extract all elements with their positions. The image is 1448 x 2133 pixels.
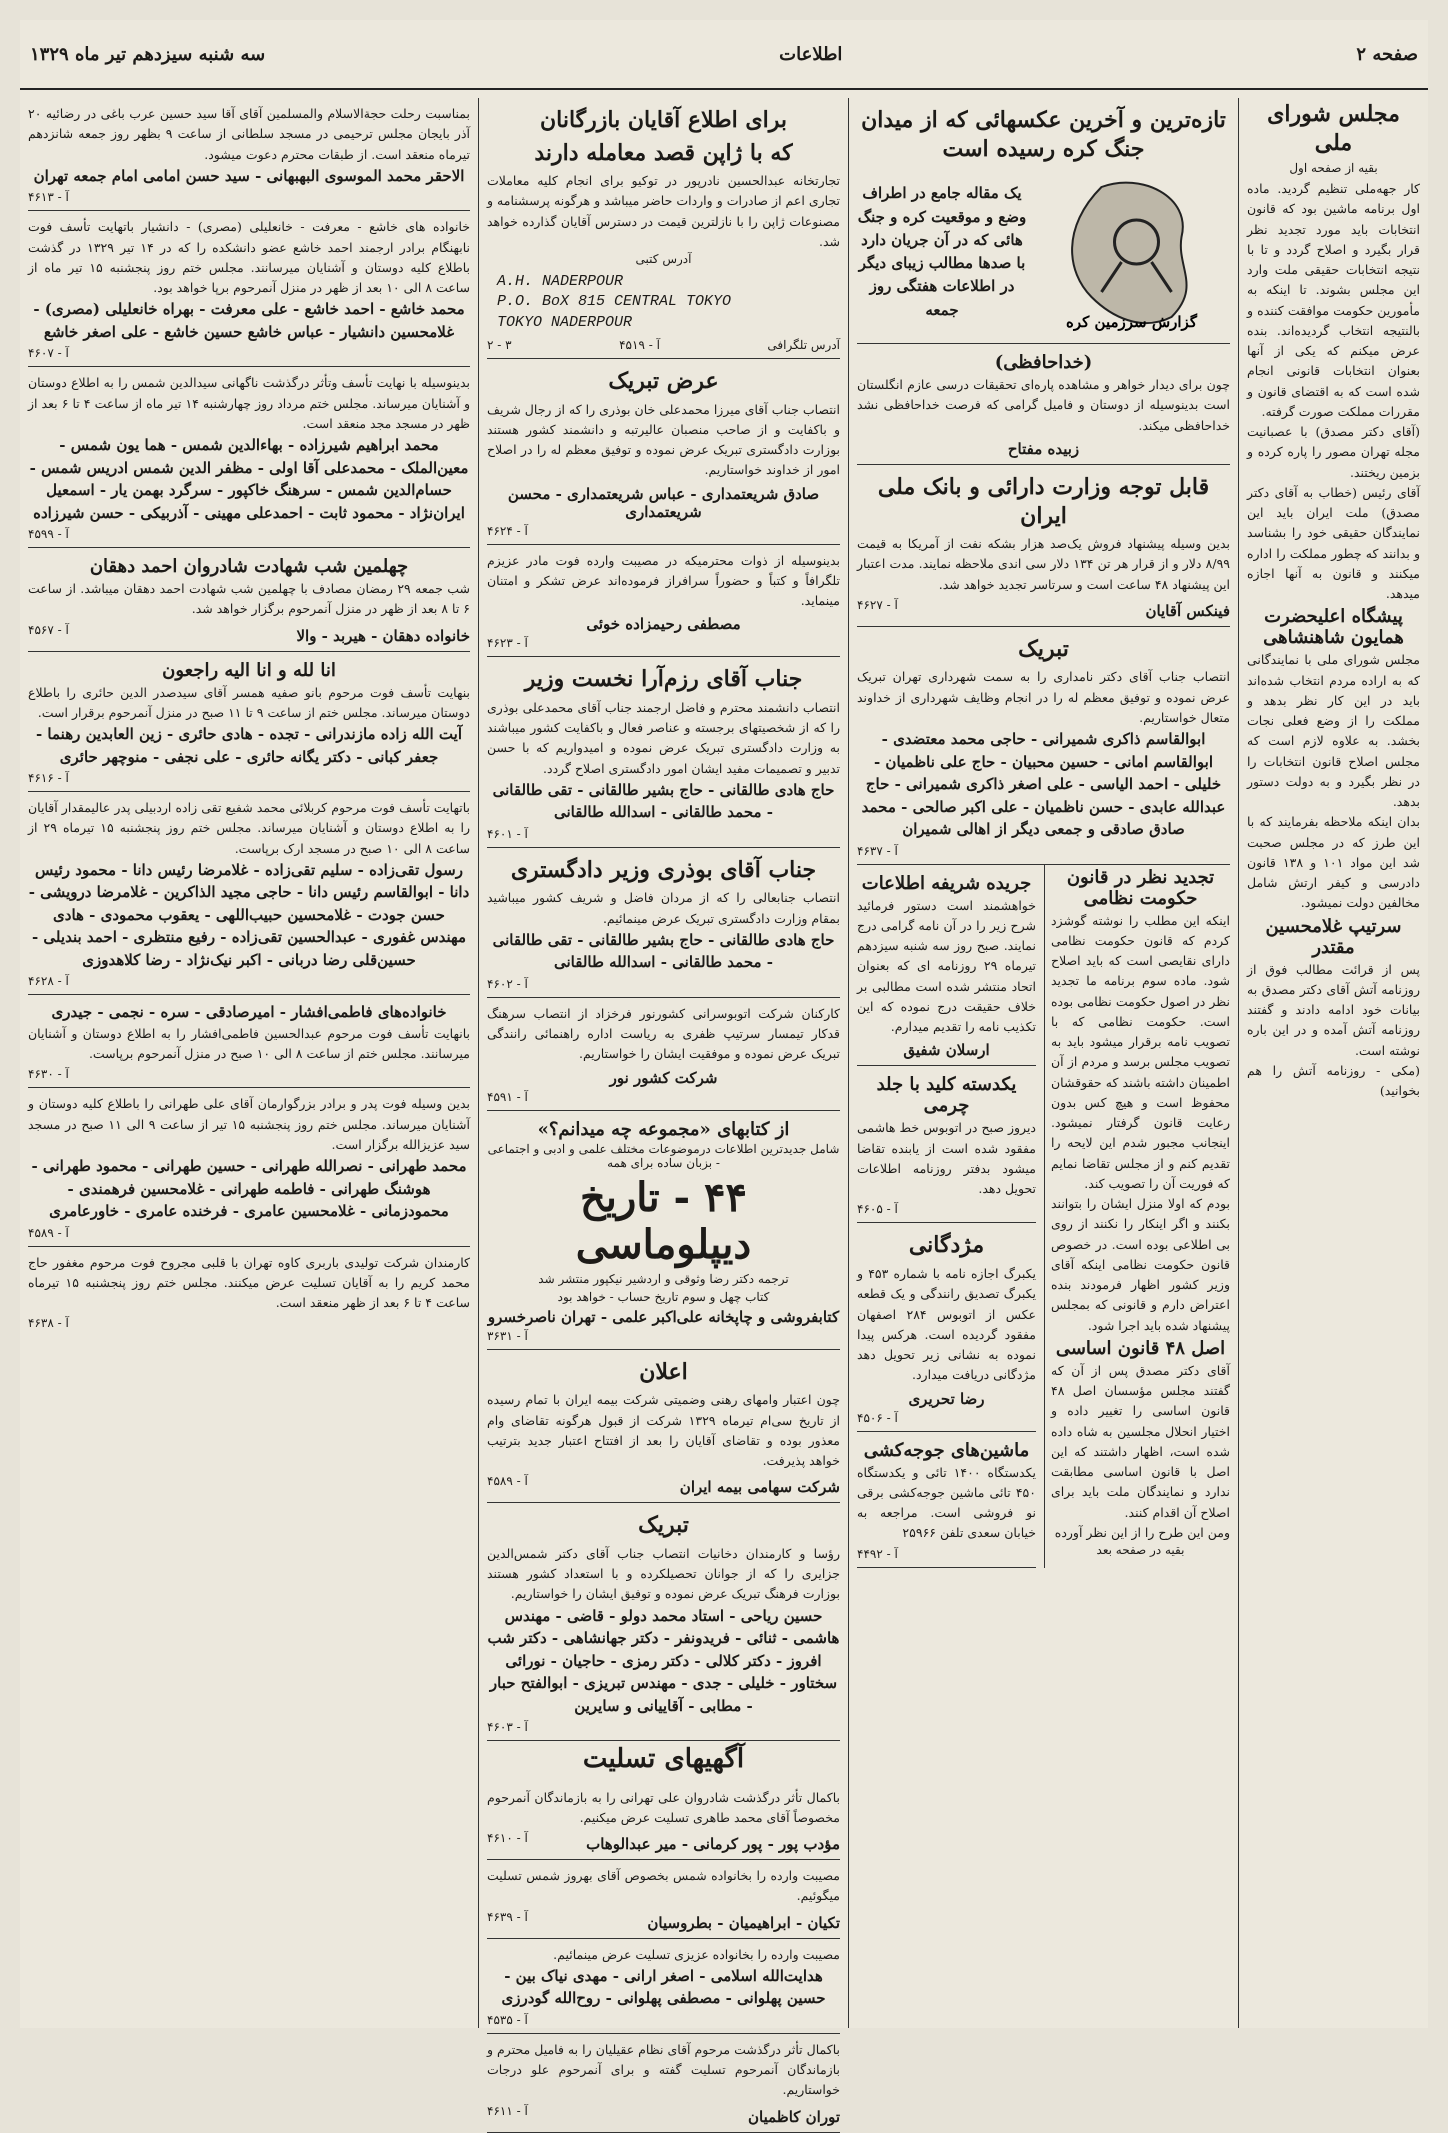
congrat-title: تبریک (1018, 635, 1069, 662)
bozari-code: آ - ۴۶۰۲ (487, 976, 528, 991)
incubator-text: یکدستگاه ۱۴۰۰ تائی و یکدستگاه ۴۵۰ تائی ماشین جوجه‌کشی برقی نو فروشی است. مراجعه به خیابان سعدی تلفن ۲۵۹۶۶ (857, 1464, 1036, 1541)
law48-tail: ومن این طرح را از این نظر آورده (1054, 1524, 1230, 1540)
book-ad (487, 1111, 840, 1350)
memorial-2-text: خانواده های خاشع - معرفت - خانعلیلی (مصری) - دانشیار باتهایت تأسف فوت نابهنگام برادر ارجمند احمد خاشع عضو دانشکده را که در ۱۴ تیر ۱۳۲۹ در گذشت باطلاع کلیه دوستان و آشنایان میرسانند. مجلس ختم روز پنجشنبه ۱۵ تیر ماه از ساعت ۸ الی ۱۰ بعد از ظهر در منزل آنمرحوم برپا خواهد بود. (28, 219, 470, 295)
memorial-1-code: آ - ۴۶۱۳ (28, 190, 69, 205)
condolence-4-text: باکمال تأثر درگذشت مرحوم آقای نظام عقیلیان را به فامیل محترم و بازماندگان آنمرحوم تسلیت گفته و برای آنمرحوم علو درجات خواستاریم. (487, 2041, 840, 2098)
korea-box: یک مقاله جامع در اطراف وضع و موقعیت کره و جنگ هائی که در آن جریان دارد با صدها مطالب زیبای دیگر در اطلاعات هفتگی روز جمعه (857, 184, 1027, 319)
columns (20, 98, 1428, 2126)
thanks-text: بدینوسیله از ذوات محترمیکه در مصیبت وارده فوت مادر عزیزم تلگرافاً و کتباً و حضوراً سرافراز فرموده‌اند عرض تشکر و امتنان مینماید. (487, 552, 840, 609)
reward-ad (857, 1223, 1036, 1431)
memorial-4-text: شب جمعه ۲۹ رمضان مصادف با چهلمین شب شهادت احمد دهقان میباشد. از ساعت ۶ تا ۸ بعد از ظهر در منزل آنمرحوم برگزار خواهد شد. (28, 581, 470, 617)
lost-keys-title: یکدسته کلید با جلد چرمی (876, 1074, 1017, 1117)
thanks-code: آ - ۴۶۲۳ (487, 636, 528, 651)
congrat-2-title: تبریک (638, 1512, 689, 1539)
memorial-1-text: بمناسبت رحلت حجةالاسلام والمسلمین آقای آقا سید حسین عرب باغی در رضائیه ۲۰ آذر بایجان مجلس ترحیمی در مسجد سلطانی از ساعت ۹ بظهر روز جمعه شانزدهم تیرماه منعقد است. از طبقات محترم دعوت میشود. (28, 106, 470, 162)
memorial-5 (28, 652, 470, 793)
farewell-signature: زبیده مفتاح (1007, 439, 1080, 458)
parliament-body-2: (آقای دکتر مصدق) با عصبانیت مجله تهران مصور را پاره کرده و بزمین ریختند. (1247, 424, 1420, 480)
memorial-3-code: آ - ۴۵۹۹ (28, 527, 69, 541)
memorial-7-code: آ - ۴۶۳۰ (28, 1067, 69, 1082)
korea-title: تازه‌ترین و آخرین عکسهائی که از میدان جنگ کره رسیده است (861, 107, 1226, 162)
parliament-sub: بقیه از صفحه اول (1289, 161, 1378, 176)
congrat-ad (857, 627, 1230, 865)
congrat-2-names: حسین ریاحی - استاد محمد دولو - قاضی - مهندس هاشمی - ثنائی - فریدونفر - دکتر جهانشاهی - دکتر شب افروز - دکتر کلالی - دکتر رمزی - حاجیان - نورائی سختاور - خلیلی - جدی - مهندس تبریزی - ابوالفتح حبار - مطابی - آقاییانی و سایرین (487, 1606, 840, 1715)
condolence-1 (487, 1782, 840, 1861)
memorial-5-code: آ - ۴۶۱۶ (28, 771, 69, 785)
column-four (20, 98, 478, 2028)
memorial-6-code: آ - ۴۶۲۸ (28, 974, 69, 989)
congrat-2-text: رؤسا و کارمندان دخانیات انتصاب جناب آقای دکتر شمس‌الدین جزایری را که از جوانان تحصیلکرده و با استعداد کشور هستند بوزارت فرهنگ تبریک عرض نموده و توفیق ایشان را خواستاریم. (487, 1545, 840, 1602)
memorial-2-code: آ - ۴۶۰۷ (28, 346, 69, 361)
law-article (1044, 865, 1230, 1568)
congrat-2-code: آ - ۴۶۰۳ (487, 1720, 528, 1735)
parliament-end: (مکی - روزنامه آتش را هم بخوانید) (1247, 1062, 1420, 1099)
law-title: تجدید نظر در قانون حکومت نظامی (1066, 866, 1215, 909)
arz-ad (487, 359, 840, 545)
japan-address-label: آدرس کتبی (635, 252, 692, 267)
bank-signature: فینکس آقایان (1145, 601, 1230, 620)
newspaper-letter (857, 865, 1036, 1067)
book-code: آ - ۳۶۳۱ (487, 1328, 528, 1343)
memorial-9 (28, 1247, 470, 1337)
korea-map-illustration (1033, 167, 1230, 337)
memorial-8-text: بدین وسیله فوت پدر و برادر بزرگوارمان آقای علی طهرانی را باطلاع کلیه دوستان و آشنایان میرساند. مجلس ختم روز پنجشنبه ۱۵ تیر از ساعت ۹ الی ۱۱ صبح در مسجد سید عزیزالله برگزار است. (28, 1096, 470, 1152)
farewell-title: (خداحافظی) (994, 352, 1093, 374)
column-two (848, 98, 1238, 2028)
memorial-5-title: انا لله و انا الیه راجعون (162, 659, 336, 681)
condolence-1-text: باکمال تأثر درگذشت شادروان علی تهرانی را به بازماندگان آنمرحوم مخصوصاً آقای محمد طاهری تسلیت عرض میکنیم. (487, 1789, 840, 1825)
korea-ad (857, 98, 1230, 344)
parliament-body-6: پس از قرائت مطالب فوق از روزنامه آتش آقای دکتر مصدق به بیانات خود ادامه دادند و گفتند روزنامه آتش آمده و در این باره نوشته است. (1247, 961, 1420, 1058)
memorial-7-families: خانواده‌های فاطمی‌افشار - امیرصادقی - سره - نجمی - جیدری (51, 1003, 447, 1022)
thanks-signature: مصطفی رحیمزاده خوئی (586, 615, 741, 634)
bozari-text: انتصاب جنابعالی را که از مردان فاضل و شریف کشور میباشید بمقام وزارت دادگستری تبریک عرض مینمائیم. (487, 890, 840, 926)
farewell-text: چون برای دیدار خواهر و مشاهده پاره‌ای تحقیقات درسی عازم انگلستان است بدینوسیله از دوستان و فامیل گرامی که فرصت خداحافظی نشد خداحافظی میکند. (857, 377, 1230, 433)
memorial-9-code: آ - ۴۶۳۸ (28, 1316, 69, 1331)
book-note: کتاب چهل و سوم تاریخ حساب - خواهد بود (557, 1289, 770, 1304)
memorial-3-names: محمد ابراهیم شیرزاده - بهاءالدین شمس - هما یون شمس - معین‌الملک - محمدعلی آقا اولی - مظفر الدین شمس ادریس شمس - حسام‌الدین شمس - سرهنگ خاکپور - سرگرد بهمن یار - اسمعیل ایران‌نژاد - محمود ثابت - احمدعلی مهینی - آذربیکی - حسن شیرزاده (29, 436, 469, 522)
incubator-title: ماشین‌های جوجه‌کشی (863, 1439, 1030, 1461)
parliament-title: مجلس شورای ملی (1267, 101, 1400, 156)
condolence-2-code: آ - ۴۶۳۹ (487, 1909, 528, 1924)
condolence-2-text: مصیبت وارده را بخانواده شمس بخصوص آقای بهروز شمس تسلیت میگوئیم. (487, 1868, 840, 1904)
parliament-body-1: کار جهه‌ملی تنظیم گردید. ماده اول برنامه ماشین بود که قانون انتخابات باید مورد تجدید نظر قرار بگیرد و اصلاح گردد و تا با نتیجه انتخابات حقیقی ملت وارد این مجلس بشوند. تا اینکه به مأمورین حکومت موافقت کننده و بالنتیجه انتخاب گردیده‌اند. بنده عرض میکنم که یکی از آنها بعنوان انتخابات قانونی انجام شده است که به اقتضای قانون و مقررات مملکت صورت گرفته. (1247, 181, 1420, 419)
law-text: اینکه این مطلب را نوشته گوشزد کردم که قانون حکومت نظامی دارای نقایصی است که باید اصلاح شود. ماده سوم برنامه ما تجدید نظر در اصول حکومت نظامی بوده است. حکومت نظامی که با تصویب نامه برقرار میشود باید به تصویب مجلس برسد و مردم از آن اطمینان داشته باشند که حقوقشان محفوظ است و هیچ کس بدون رعایت قانون گرفتار نمیشود. اینجانب مجبور شدم این لایحه را تقدیم کنم و از مجلس تقاضا نمایم که فوریت آن را تصویب کند. (1051, 912, 1230, 1191)
condolence-3-names: هدایت‌الله اسلامی - اصغر ارانی - مهدی نیاک بین - حسین پهلوانی - مصطفی پهلوانی - روح‌الله گودرزی (501, 1966, 826, 2008)
parliament-body-3: آقای رئیس (خطاب به آقای دکتر مصدق) ملت ایران باید این نمایندگان حقیقی خود را بشناسد و بدانند که چطور مملکت را اداره میکنند و قانون به آنها اجازه میدهد. (1247, 484, 1420, 602)
book-title: ۴۴ - تاریخ دیپلوماسی (575, 1173, 752, 1268)
lost-keys-code: آ - ۴۶۰۵ (857, 1202, 898, 1217)
memorial-5-text: بنهایت تأسف فوت مرحوم بانو صفیه همسر آقای سیدصدر الدین حائری را باطلاع دوستان میرساند. مجلس ختم از ساعت ۹ تا ۱۱ صبح در منزل آنمرحوم برقرار است. (28, 684, 470, 720)
pm-code: آ - ۴۶۰۱ (487, 826, 528, 841)
pm-ad (487, 657, 840, 848)
memorial-7-text: بانهایت تأسف فوت مرحوم عبدالحسین فاطمی‌افشار را به اطلاع دوستان و آشنایان میرسانند. مجلس ختم از ساعت ۸ الی ۱۰ صبح در منزل آنمرحوم برپاست. (28, 1025, 470, 1061)
incubator-code: آ - ۴۴۹۲ (857, 1546, 898, 1561)
announcement-signature: شرکت سهامی بیمه ایران (679, 1478, 840, 1497)
reward-signature: رضا تحریری (908, 1389, 985, 1408)
pm-names: حاج هادی طالقانی - حاج بشیر طالقانی - تقی طالقانی - محمد طالقانی - اسدالله طالقانی (492, 780, 835, 822)
condolence-3 (487, 1939, 840, 2034)
page-number: صفحه ۲ (1356, 43, 1418, 65)
reward-code: آ - ۴۵۰۶ (857, 1410, 898, 1425)
bozari-names: حاج هادی طالقانی - حاج بشیر طالقانی - تقی طالقانی - محمد طالقانی - اسدالله طالقانی (492, 930, 835, 972)
parliament-body-5: بدان اینکه ملاحظه بفرمایند که با این طرز که در مجلس صحبت شد این مواد ۱۰۱ و ۱۳۸ قانون دادرسی و کیفر ارتش شامل مخالفین دولت نمیشود. (1247, 814, 1421, 911)
condolence-4-signature: توران کاظمیان (747, 2107, 840, 2126)
bozari-ad (487, 848, 840, 998)
memorial-3-text: بدینوسیله با نهایت تأسف وتأثر درگذشت ناگهانی سیدالدین شمس را به اطلاع دوستان و آشنایان میرساند. مجلس ختم مرداد روز چهارشنبه ۱۴ تیر ماه از ساعت ۴ تا ۶ بعد از ظهر در مسجد مجد منعقد است. (28, 375, 471, 431)
address-line: P.O. BoX 815 CENTRAL TOKYO (497, 293, 732, 311)
condolence-3-text: مصیبت وارده را بخانواده عزیزی تسلیت عرض مینمائیم. (553, 1946, 840, 1962)
bus-text: کارکنان شرکت اتوبوسرانی کشورنور فرخزاد از انتصاب سرهنگ قدکار تیمسار سرتیپ ظفری به ریاست اداره راهنمائی رانندگی تبریک عرض نموده و موفقیت ایشان را خواستاریم. (487, 1005, 840, 1062)
japan-text: تجارتخانه عبدالحسین نادرپور در توکیو برای انجام کلیه معاملات تجاری اعم از صادرات و واردات حاضر میباشد و هرگونه پرسشنامه و مصنوعات ژاپن را با نازلترین قیمت در دسترس آقایان گذارده خواهد شد. (487, 173, 840, 249)
bank-ad (857, 465, 1230, 627)
reward-text: یکبرگ اجازه نامه با شماره ۴۵۳ و یکبرگ تصدیق رانندگی و یک قطعه عکس از اتوبوس ۲۸۴ اصفهان مفقود گردیده است. هرکس پیدا نموده به نشانی زیر تحویل دهد مژدگانی دریافت میدارد. (857, 1266, 1036, 1383)
book-publisher: کتابفروشی و چاپخانه علی‌اکبر علمی - تهران ناصرخسرو (487, 1307, 840, 1326)
newspaper-name: اطلاعات (779, 43, 843, 65)
condolence-1-code: آ - ۴۶۱۰ (487, 1831, 528, 1846)
bus-company-ad (487, 998, 840, 1111)
bus-signature: شرکت کشور نور (609, 1068, 718, 1087)
parliament-subhead-2: سرتیپ غلامحسین مقتدر (1265, 915, 1402, 958)
continued-note: بقیه در صفحه بعد (1096, 1543, 1185, 1558)
memorial-8-names: محمد طهرانی - نصرالله طهرانی - حسین طهرانی - محمود طهرانی - هوشنگ طهرانی - فاطمه طهرانی - غلامحسین فرهمندی - محمودزمانی - غلامحسین عامری - فرخنده عامری - خاورعامری (31, 1157, 467, 1220)
newspaper-text: خواهشمند است دستور فرمائید شرح زیر را در آن نامه گرامی درج نمایند. صبح روز سه شنبه سیزدهم تیرماه ۲۹ روزنامه ای که بعنوان اتحاد منتشر شده است مطالبی بر خلاف حقیقت درج نموده که این تکذیب نامه را تقدیم میدارم. (857, 897, 1036, 1035)
arz-text: انتصاب جناب آقای میرزا محمدعلی خان بوذری را که از رجال شریف و باکفایت و از صاحب منصبان عالیرتبه و دانشمند کشور هستند بوزارت دادگستری تبریک عرض نموده و توفیق معظم له را در اصلاح امور از خداوند خواستاریم. (487, 401, 840, 478)
arz-code: آ - ۴۶۲۴ (487, 523, 528, 538)
bozari-title: جناب آقای بوذری وزیر دادگستری (510, 856, 817, 883)
japan-title-2: که با ژاپن قصد معامله دارند (534, 139, 793, 166)
bus-code: آ - ۴۵۹۱ (487, 1089, 528, 1104)
condolence-2 (487, 1860, 840, 1939)
condolences-header: آگهیهای تسلیت (582, 1744, 745, 1775)
memorial-8 (28, 1088, 470, 1246)
memorial-2-names: محمد خاشع - احمد خاشع - علی معرفت - بهراه خانعلیلی (مصری) - غلامحسین دانشیار - عباس خاشع حسین خاشع - علی اصغر خاشع (33, 300, 465, 341)
column-parliament (1238, 98, 1428, 2028)
arz-title: عرض تبریک (608, 367, 719, 394)
memorial-2 (28, 211, 470, 367)
bank-text: بدین وسیله پیشنهاد فروش یک‌صد هزار بشکه نفت از آمریکا به قیمت ۸/۹۹ دلار و از قرار هر تن ۱۳۴ دلار سی اندی ملاحظه نمایند. مدت اعتبار این پیشنهاد ۴۸ ساعت است و سرتاسر تجدید خواهد شد. (857, 536, 1230, 592)
bank-code: آ - ۴۶۲۷ (857, 597, 898, 612)
congrat-2-ad (487, 1503, 840, 1741)
memorial-6-text: باتهایت تأسف فوت مرحوم کربلائی محمد شفیع تقی زاده اردبیلی پدر عالیمقدار آقایان را به اطلاع دوستان و آشنایان میرساند. مجلس ختم روز پنجشنبه ۱۵ تیرماه ۲۹ از ساعت ۸ الی ۱۰ صبح در مسجد ارک برپاست. (28, 800, 471, 856)
japan-trade-ad (487, 98, 840, 359)
memorial-4 (28, 548, 470, 652)
announcement-title: اعلان (639, 1358, 688, 1385)
memorial-1 (28, 98, 470, 211)
book-series: از کتابهای «مجموعه چه میدانم؟» (537, 1118, 790, 1140)
memorial-6-names: رسول تقی‌زاده - سلیم تقی‌زاده - غلامرضا رئیس دانا - محمود رئیس دانا - ابوالقاسم رئیس دانا - حاجی مجید الذاکرین - غلامرضا درویشی - حسن جودت - غلامحسین حبیب‌اللهی - یعقوب محمودی - هادی مهندس غفوری - عبدالحسین تقی‌زاده - رفیع منتظری - احمد بندیلی - حسین‌قلی رضا دربانی - اکبر نیک‌نژاد - رضا کلاهدوزی (28, 860, 470, 969)
bank-title: قابل توجه وزارت دارائی و بانک ملی ایران (877, 473, 1210, 529)
parliament-subhead: پیشگاه اعلیحضرت همایون شاهنشاهی (1263, 606, 1404, 649)
memorial-8-code: آ - ۴۵۸۹ (28, 1225, 69, 1240)
memorial-3 (28, 367, 470, 548)
memorial-5-names: آیت الله زاده مازندرانی - تجده - هادی حائری - زین العابدین رهنما - جعفر کبانی - دکتر یگانه حائری - علی نجفی - منوچهر حائری (35, 725, 462, 766)
lost-keys-text: دیروز صبح در اتوبوس خط هاشمی مفقود شده است از یابنده تقاضا میشود بدفتر روزنامه اطلاعات تحویل دهد. (857, 1120, 1036, 1197)
memorial-7 (28, 995, 470, 1088)
memorial-9-text: کارمندان شرکت تولیدی باربری کاوه تهران با قلبی مجروح فوت مرحوم مغفور حاج محمد کریم را به آقایان تسلیت عرض میکنند. مجلس ختم روز پنجشنبه ۱۵ تیرماه ساعت ۴ تا ۶ بعد از ظهر منعقد است. (28, 1254, 470, 1310)
book-sub: شامل جدیدترین اطلاعات درموضوعات مختلف علمی و ادبی و اجتماعی - بزبان ساده برای همه (487, 1141, 840, 1170)
japan-title: برای اطلاع آقایان بازرگانان (540, 107, 787, 133)
arz-signature: صادق شریعتمداری - عباس شریعتمداری - محسن شریعتمداری (507, 484, 820, 521)
japan-telegraph: آدرس تلگرافی (767, 337, 840, 352)
congrat-code: آ - ۴۶۳۷ (857, 843, 898, 858)
memorial-1-signature: الاحقر محمد الموسوی البهبهانی - سید حسن امامی امام جمعه تهران (33, 166, 465, 185)
condolence-1-signature: مؤدب پور - پور کرمانی - میر عبدالوهاب (586, 1835, 840, 1854)
newspaper-title: جریده شریفه اطلاعات (861, 872, 1032, 894)
address-line: TOKYO NADERPOUR (497, 313, 633, 331)
parliament-body-4: مجلس شورای ملی با نمایندگانی که به اراده مردم انتخاب شده‌اند باید در این کار نظر بدهد و مملکت را از وضع فعلی نجات بخشد. به علاوه لازم است که مجلس اصلاح قانون انتخابات را در نظر بگیرد و به دولت دستور بدهد. (1247, 652, 1420, 810)
condolence-4-code: آ - ۴۶۱۱ (487, 2103, 528, 2118)
japan-code: آ - ۴۵۱۹ (619, 337, 660, 352)
condolence-2-signature: تکیان - ابراهیمیان - بطروسیان (647, 1913, 840, 1932)
newspaper-page (20, 20, 1428, 2126)
condolence-4 (487, 2034, 840, 2133)
condolence-3-code: آ - ۴۵۳۵ (487, 2012, 528, 2027)
incubator-ad (857, 1432, 1036, 1568)
book-author: ترجمه دکتر رضا وثوقی و اردشیر نیکپور منتشر شد (538, 1271, 789, 1286)
memorial-6 (28, 792, 470, 995)
law48-text: آقای دکتر مصدق پس از آن که گفتند مجلس مؤسسان اصل ۴۸ قانون اساسی را تغییر داده و اختیار انحلال مجلسین به شاه داده شده است، اظهار داشتند که این اصل با قانون اساسی مطابقت ندارد و نمایندگان ملت باید برای اصلاح آن اقدام کنند. (1051, 1362, 1230, 1520)
announcement-text: چون اعتبار وامهای رهنی وضمیتی شرکت بیمه ایران با تمام رسیده از تاریخ سی‌ام تیرماه ۱۳۲۹ شرکت از قبول هرگونه تقاضای وام معذور بوده و تقاضای آقایان را بعد از افتتاح اعتبار جدید بترتیب خواهد پذیرفت. (487, 1392, 840, 1469)
pm-title: جناب آقای رزم‌آرا نخست وزیر (524, 666, 803, 693)
japan-address (487, 270, 840, 335)
farewell-ad (857, 344, 1230, 465)
congrat-text: انتصاب جناب آقای دکتر نامداری را به سمت شهرداری تهران تبریک عرض نموده و توفیق معظم له را در انجام وظایف شهرداری از خداوند متعال خواستاریم. (857, 669, 1230, 725)
issue-date: سه شنبه سیزدهم تیر ماه ۱۳۲۹ (30, 43, 266, 65)
memorial-4-signature: خانواده دهقان - هیربد - والا (296, 626, 470, 645)
pm-text: انتصاب دانشمند محترم و فاضل ارجمند جناب آقای محمدعلی بوذری را که از شخصیتهای برجسته و عناصر فعال و باکفایت کشور میباشند به وزارت دادگستری تبریک عرض نموده و امیدواریم که با حسن تدبیر و تصمیمات مفید ایشان امور دادگستری اصلاح گردد. (487, 699, 840, 776)
masthead (20, 20, 1428, 90)
col2-continued: بودم که اولا منزل ایشان را بتوانند بکنند و اگر اینکار را نکنند از روی بی اطلاعی بوده است. در خصوص قانون حکومت نظامی اینکه آقای وزیر کشور اظهار فرمودند بنده اعتراض دارم و قانونی که بمجلس پیشنهاد شده باید اجرا شود. (1051, 1196, 1230, 1333)
korea-caption: گزارش سرزمین کره (1066, 313, 1197, 332)
law48-title: اصل ۴۸ قانون اساسی (1055, 1337, 1226, 1359)
announcement-code: آ - ۴۵۸۹ (487, 1474, 528, 1489)
thanks-ad (487, 545, 840, 658)
reward-title: مژدگانی (908, 1232, 985, 1259)
lost-keys-ad (857, 1066, 1036, 1223)
column-three (478, 98, 848, 2126)
newspaper-signature: ارسلان شفیق (903, 1041, 990, 1060)
memorial-4-title: چهلمین شب شهادت شادروان احمد دهقان (89, 556, 409, 577)
memorial-4-code: آ - ۴۵۶۷ (28, 622, 69, 637)
address-line: A.H. NADERPOUR (497, 273, 624, 291)
congrat-names: ابوالقاسم ذاکری شمیرانی - حاجی محمد معتضدی - ابوالقاسم امانی - حسین محبیان - حاج علی ناظمیان - خلیلی - احمد الیاسی - علی اصغر ذاکری شمیرانی - حاج عبدالله عابدی - حسن ناظمیان - علی اکبر صالحی - محمد صادق صادقی و جمعی دیگر از اهالی شمیران (861, 730, 1226, 839)
japan-code-2: ۳ - ۲ (487, 337, 512, 352)
announcement-ad (487, 1350, 840, 1504)
